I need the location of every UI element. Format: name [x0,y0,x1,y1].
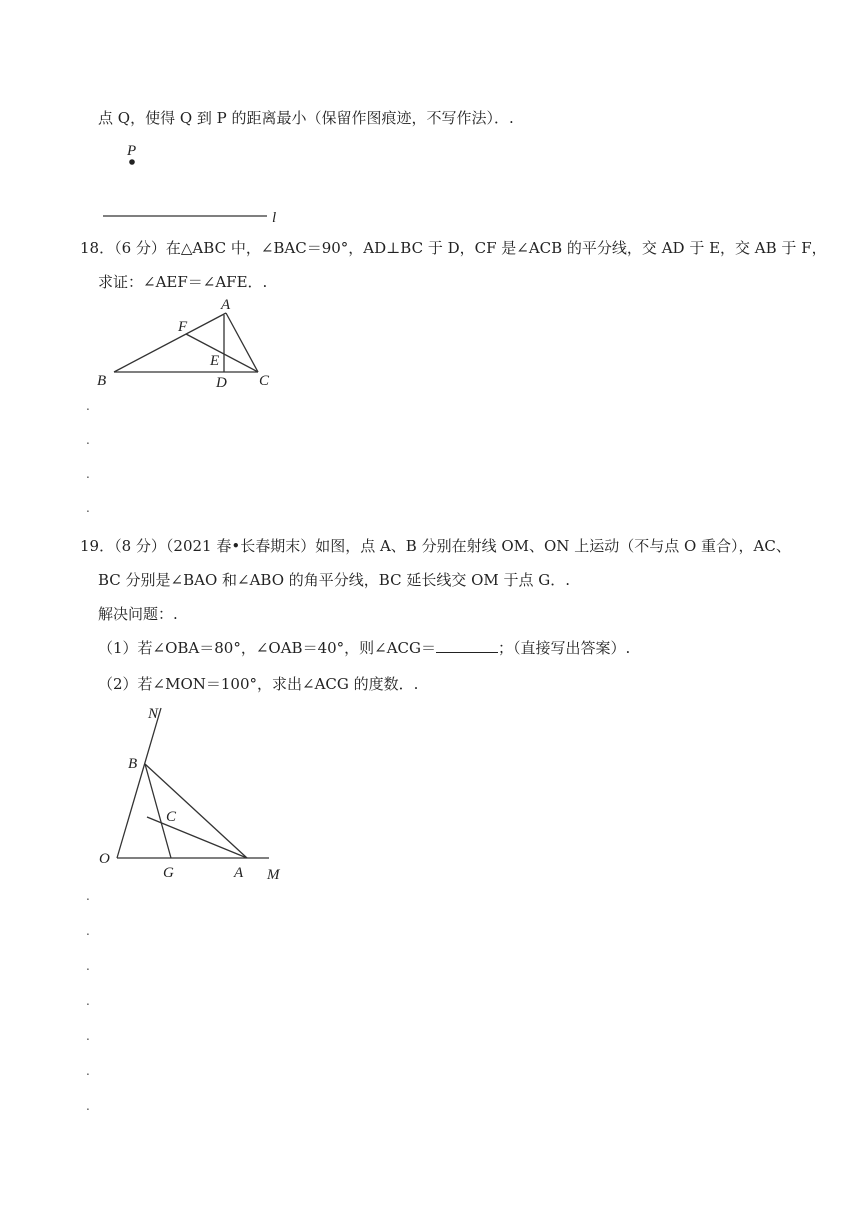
q19-stem-line1: 19．（8 分）（2021 春•长春期末）如图，点 A、B 分别在射线 OM、ON 上运动（不与点 O 重合），AC、 [80,537,791,555]
point-p [129,159,135,165]
ray-on [117,708,161,858]
label-b: B [97,373,107,389]
q19-answer-dot: . [86,994,90,1008]
q18-answer-dot: . [86,433,90,447]
q19-answer-dot: . [86,1029,90,1043]
line-l-label: l [272,210,277,226]
q18-stem-line2: 求证：∠AEF＝∠AFE．. [98,273,268,291]
label-e: E [210,353,220,369]
q19-part1 [98,638,630,658]
segment-ab [145,764,247,858]
label-o: O [99,851,110,867]
q18-stem-line1: 18．（6 分）在△ABC 中，∠BAC＝90°，AD⊥BC 于 D，CF 是∠ACB 的平分线，交 AD 于 E，交 AB 于 F， [80,239,827,257]
q18-answer-dot: . [86,399,90,413]
q19-part1-prefix: （1）若∠OBA＝80°，∠OAB＝40°，则∠ACG＝ [98,639,437,657]
q17-text-line: 点 Q，使得 Q 到 P 的距离最小（保留作图痕迹，不写作法）．. [98,109,514,127]
label-a: A [221,297,231,313]
segment-ac [147,817,247,858]
q19-answer-dot: . [86,959,90,973]
point-p-label: P [127,143,137,159]
q19-answer-dot: . [86,1064,90,1078]
q19-stem-line2: BC 分别是∠BAO 和∠ABO 的角平分线，BC 延长线交 OM 于点 G．. [98,571,571,589]
q19-part2: （2）若∠MON＝100°，求出∠ACG 的度数．. [98,675,419,693]
label-n: N [148,706,159,722]
label-c: C [259,373,270,389]
q18-triangle-figure [90,295,290,395]
q19-angle-figure [95,700,295,885]
label-f: F [178,319,188,335]
q19-part1-suffix: ；（直接写出答案）. [498,639,631,657]
q19-answer-dot: . [86,924,90,938]
label-a: A [234,865,244,881]
label-c: C [166,809,177,825]
q19-answer-dot: . [86,889,90,903]
label-d: D [216,375,227,391]
label-m: M [267,867,280,883]
q18-answer-dot: . [86,467,90,481]
answer-blank [436,638,498,653]
label-g: G [163,865,174,881]
label-b: B [128,756,138,772]
q19-stem-line3: 解决问题：. [98,605,178,623]
q18-answer-dot: . [86,501,90,515]
q19-answer-dot: . [86,1099,90,1113]
q17-figure [95,135,295,230]
